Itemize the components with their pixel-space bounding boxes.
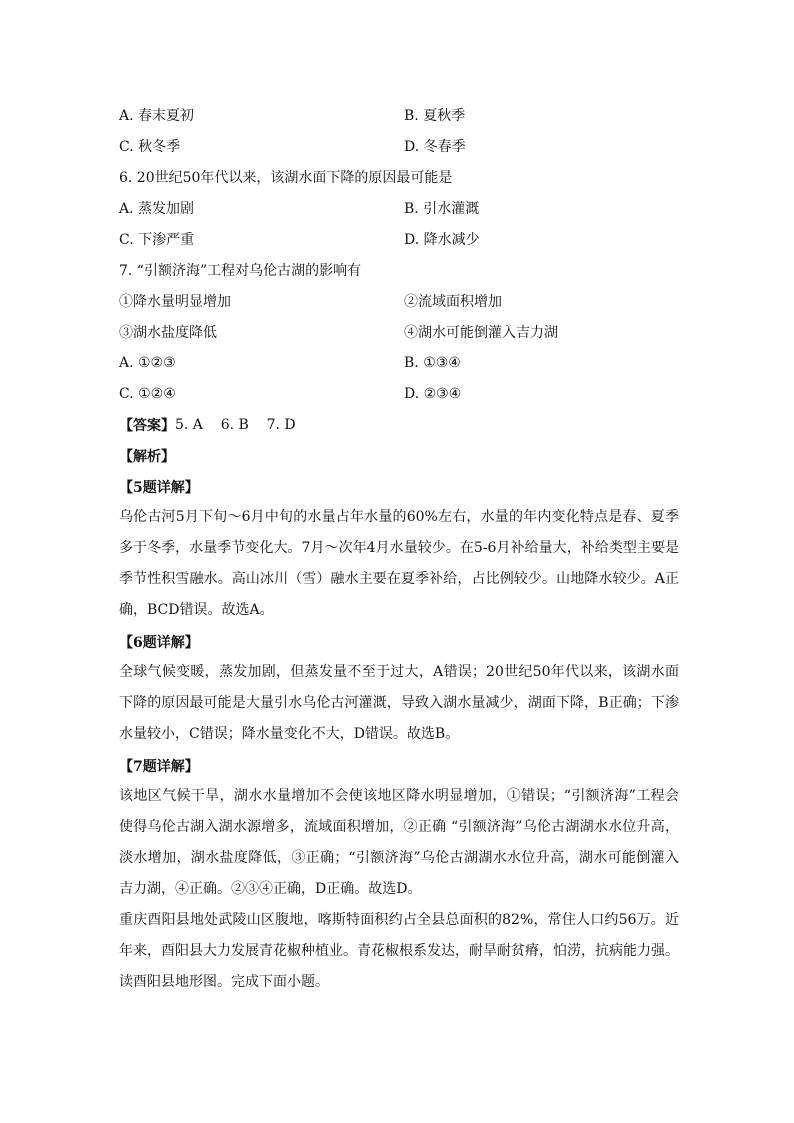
q7-item-3: ③湖水盐度降低 — [119, 324, 217, 341]
answer-line — [119, 409, 679, 440]
detail6-text: 全球气候变暖，蒸发加剧，但蒸发量不至于过大，A错误；20世纪50年代以来，该湖水面下降的原因最可能是大量引水乌伦古河灌溉，导致入湖水量减少，湖面下降，B正确；下渗水量较小，C错误；降水量变化不大，D错误。故选B。 — [119, 664, 679, 742]
q7-options-row-2 — [119, 378, 679, 409]
q5-option-a: A. 春末夏初 — [119, 107, 195, 124]
q6-option-c: C. 下渗严重 — [119, 231, 195, 248]
q6-option-b: B. 引水灌溉 — [404, 200, 480, 217]
document-content — [119, 99, 679, 998]
analysis-heading: 【解析】 — [119, 448, 175, 465]
q7-stem: 7. “引额济海”工程对乌伦古湖的影响有 — [119, 262, 362, 279]
q7-item-4: ④湖水可能倒灌入吉力湖 — [404, 324, 558, 341]
detail5-paragraph — [119, 502, 679, 626]
q7-option-a: A. ①②③ — [119, 354, 176, 371]
q7-options-row-1 — [119, 347, 679, 378]
intro-paragraph — [119, 905, 679, 998]
q7-option-c: C. ①②④ — [119, 385, 176, 402]
q7-item-1: ①降水量明显增加 — [119, 293, 231, 310]
q7-item-2: ②流域面积增加 — [404, 293, 502, 310]
detail7-paragraph — [119, 781, 679, 905]
q5-option-c: C. 秋冬季 — [119, 138, 181, 155]
q6-options-row-1 — [119, 192, 679, 223]
q7-items-row-1 — [119, 285, 679, 316]
detail7-heading: 【7题详解】 — [119, 758, 199, 775]
q6-stem: 6. 20世纪50年代以来，该湖水面下降的原因最可能是 — [119, 169, 453, 186]
q7-option-d: D. ②③④ — [404, 385, 462, 402]
q5-option-d: D. 冬春季 — [404, 138, 466, 155]
detail5-heading: 【5题详解】 — [119, 479, 199, 496]
q5-option-b: B. 夏秋季 — [404, 107, 466, 124]
detail6-paragraph — [119, 657, 679, 750]
q7-items-row-2 — [119, 316, 679, 347]
answer-label: 【答案】 — [119, 417, 175, 434]
q6-option-d: D. 降水减少 — [404, 231, 480, 248]
detail6-heading: 【6题详解】 — [119, 634, 199, 651]
intro-text: 重庆酉阳县地处武陵山区腹地，喀斯特面积约占全县总面积的82%，常住人口约56万。近年来，酉阳县大力发展青花椒种植业。青花椒根系发达，耐旱耐贫瘠，怕涝，抗病能力强。读酉阳县地形图。完成下面小题。 — [119, 912, 679, 990]
detail7-text: 该地区气候干旱，湖水水量增加不会使该地区降水明显增加，①错误；“引额济海”工程会使得乌伦古湖入湖水源增多，流域面积增加，②正确 “引额济海”乌伦古湖湖水水位升高，淡水增加，湖水盐度降低，③正确；“引额济海”乌伦古湖湖水水位升高，湖水可能倒灌入吉力湖，④正确。②③④正确，D正确。故选D。 — [119, 788, 679, 897]
q7-option-b: B. ①③④ — [404, 354, 461, 371]
detail5-text: 乌伦古河5月下旬～6月中旬的水量占年水量的60%左右，水量的年内变化特点是春、夏季多于冬季，水量季节变化大。7月～次年4月水量较少。在5-6月补给量大，补给类型主要是季节性积雪融水。高山冰川（雪）融水主要在夏季补给，占比例较少。山地降水较少。A正确，BCD错误。故选A。 — [119, 509, 679, 618]
answer-text: 5. A 6. B 7. D — [175, 416, 296, 433]
q6-option-a: A. 蒸发加剧 — [119, 200, 195, 217]
q5-options-row-1 — [119, 99, 679, 130]
q5-options-row-2 — [119, 130, 679, 161]
q6-options-row-2 — [119, 223, 679, 254]
